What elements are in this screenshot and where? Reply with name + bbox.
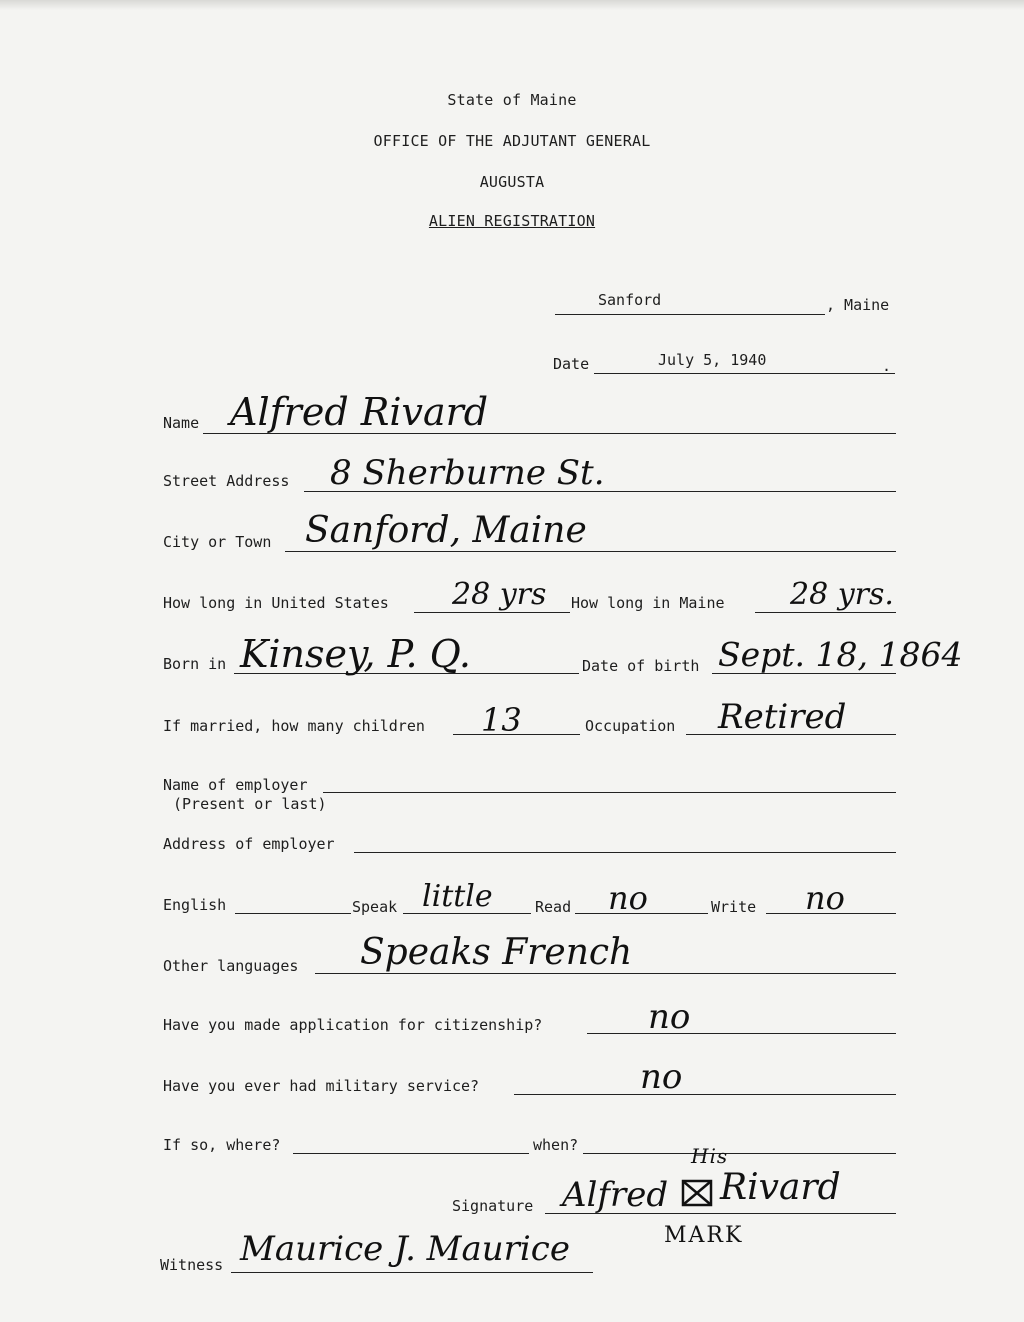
when-line bbox=[583, 1153, 896, 1154]
witness-value: Maurice J. Maurice bbox=[240, 1229, 570, 1269]
form-title: ALIEN REGISTRATION bbox=[428, 212, 596, 230]
us-years-value: 28 yrs bbox=[452, 577, 547, 612]
us-years-label: How long in United States bbox=[163, 594, 389, 612]
employer-address-line bbox=[354, 852, 896, 853]
witness-line bbox=[231, 1272, 593, 1273]
dob-value: Sept. 18, 1864 bbox=[718, 635, 963, 674]
employer-label: Name of employer bbox=[163, 776, 308, 794]
signature-his: His bbox=[691, 1144, 729, 1168]
city-label: City or Town bbox=[163, 533, 272, 551]
date-value: July 5, 1940 bbox=[658, 351, 767, 369]
other-languages-label: Other languages bbox=[163, 957, 299, 975]
name-label: Name bbox=[163, 414, 200, 432]
maine-years-label: How long in Maine bbox=[571, 594, 725, 612]
occupation-value: Retired bbox=[718, 697, 847, 737]
where-line bbox=[293, 1153, 529, 1154]
speak-value: little bbox=[422, 879, 493, 914]
other-languages-value: Speaks French bbox=[360, 932, 633, 973]
speak-label: Speak bbox=[352, 898, 398, 916]
children-label: If married, how many children bbox=[163, 717, 425, 735]
dob-label: Date of birth bbox=[582, 657, 700, 675]
street-value: 8 Sherburne St. bbox=[330, 453, 605, 493]
us-years-line bbox=[414, 612, 570, 613]
signature-label: Signature bbox=[452, 1197, 534, 1215]
maine-years-line bbox=[755, 612, 896, 613]
city-value: Sanford, Maine bbox=[305, 510, 587, 551]
where-label: If so, where? bbox=[163, 1136, 281, 1154]
date-end: . bbox=[882, 357, 892, 375]
employer-line bbox=[323, 792, 896, 793]
write-label: Write bbox=[711, 898, 757, 916]
born-label: Born in bbox=[163, 655, 227, 673]
children-value: 13 bbox=[481, 701, 522, 739]
header-state: State of Maine bbox=[447, 91, 577, 109]
military-line bbox=[514, 1094, 896, 1095]
read-label: Read bbox=[535, 898, 572, 916]
born-value: Kinsey, P. Q. bbox=[240, 632, 471, 676]
citizenship-line bbox=[587, 1033, 896, 1034]
place-town: Sanford bbox=[598, 291, 662, 309]
english-line bbox=[235, 913, 351, 914]
military-value: no bbox=[640, 1057, 683, 1097]
signature-mark: MARK bbox=[664, 1223, 744, 1248]
signature-first: Alfred bbox=[562, 1175, 669, 1215]
street-label: Street Address bbox=[163, 472, 290, 490]
read-value: no bbox=[608, 879, 648, 917]
employer-address-label: Address of employer bbox=[163, 835, 335, 853]
citizenship-value: no bbox=[648, 997, 691, 1037]
header-office: OFFICE OF THE ADJUTANT GENERAL bbox=[373, 132, 651, 150]
when-label: when? bbox=[533, 1136, 579, 1154]
signature-last: Rivard bbox=[720, 1167, 841, 1208]
scan-edge bbox=[0, 0, 1024, 10]
citizenship-label: Have you made application for citizenship? bbox=[163, 1016, 543, 1034]
place-line bbox=[555, 314, 825, 315]
english-label: English bbox=[163, 896, 227, 914]
write-value: no bbox=[805, 879, 845, 917]
date-line bbox=[594, 373, 895, 374]
city-line bbox=[285, 551, 896, 552]
maine-years-value: 28 yrs. bbox=[790, 577, 894, 612]
date-label: Date bbox=[553, 355, 590, 373]
employer-sublabel: (Present or last) bbox=[173, 795, 327, 813]
military-label: Have you ever had military service? bbox=[163, 1077, 480, 1095]
signature-x-mark bbox=[680, 1178, 714, 1208]
place-suffix: , Maine bbox=[826, 296, 890, 314]
header-city: AUGUSTA bbox=[479, 173, 545, 191]
name-value: Alfred Rivard bbox=[230, 390, 489, 434]
other-languages-line bbox=[315, 973, 896, 974]
witness-label: Witness bbox=[160, 1256, 224, 1274]
occupation-label: Occupation bbox=[585, 717, 676, 735]
